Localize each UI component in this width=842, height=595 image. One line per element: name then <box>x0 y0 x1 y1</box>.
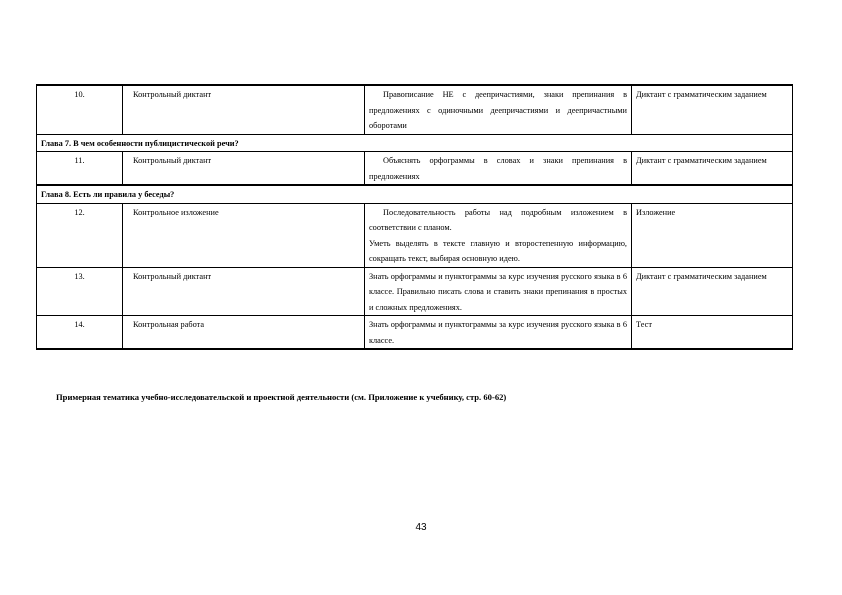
work-type: Контрольный диктант <box>123 267 365 316</box>
row-number: 12. <box>37 203 123 267</box>
page-number: 43 <box>415 522 427 533</box>
chapter-row <box>37 134 793 152</box>
requirements <box>365 316 632 350</box>
requirement-text: Последовательность работы над подробным изложением в соответствии с планом. <box>369 207 627 232</box>
lesson-plan-table <box>36 84 793 350</box>
requirement-text: Объяснять орфограммы в словах и знаки препинания в предложениях <box>369 156 627 181</box>
requirement-text: Уметь выделять в тексте главную и второстепенную информацию, сокращать текст, выбирая основную идею. <box>369 238 627 263</box>
table-row <box>37 316 793 350</box>
control-form: Диктант с грамматическим заданием <box>632 267 793 316</box>
requirement-text: Знать орфограммы и пунктограммы за курс изучения русского языка в 6 классе. <box>369 320 627 345</box>
row-number: 10. <box>37 85 123 134</box>
requirement-text: Правописание НЕ с деепричастиями, знаки препинания в предложениях с одиночными деепричастиями и деепричастными оборотами <box>369 90 627 130</box>
table-row <box>37 203 793 267</box>
work-type: Контрольный диктант <box>123 85 365 134</box>
control-form: Изложение <box>632 203 793 267</box>
table-row <box>37 152 793 186</box>
requirements <box>365 85 632 134</box>
chapter-title: Глава 8. Есть ли правила у беседы? <box>37 185 793 203</box>
control-form: Диктант с грамматическим заданием <box>632 152 793 186</box>
row-number: 14. <box>37 316 123 350</box>
requirement-text: Знать орфограммы и пунктограммы за курс изучения русского языка в 6 классе. Правильно писать слова и ставить знаки препинания в простых и сложных предложениях. <box>369 271 627 312</box>
chapter-title: Глава 7. В чем особенности публицистической речи? <box>37 134 793 152</box>
work-type: Контрольный диктант <box>123 152 365 186</box>
table-row <box>37 267 793 316</box>
row-number: 11. <box>37 152 123 186</box>
chapter-row <box>37 185 793 203</box>
row-number: 13. <box>37 267 123 316</box>
control-form: Тест <box>632 316 793 350</box>
requirements <box>365 203 632 267</box>
project-topics-note: Примерная тематика учебно-исследовательской и проектной деятельности (см. Приложение к учебнику, стр. 60-62) <box>56 392 507 402</box>
work-type: Контрольная работа <box>123 316 365 350</box>
table-row <box>37 85 793 134</box>
requirements <box>365 267 632 316</box>
control-form: Диктант с грамматическим заданием <box>632 85 793 134</box>
work-type: Контрольное изложение <box>123 203 365 267</box>
requirements <box>365 152 632 186</box>
